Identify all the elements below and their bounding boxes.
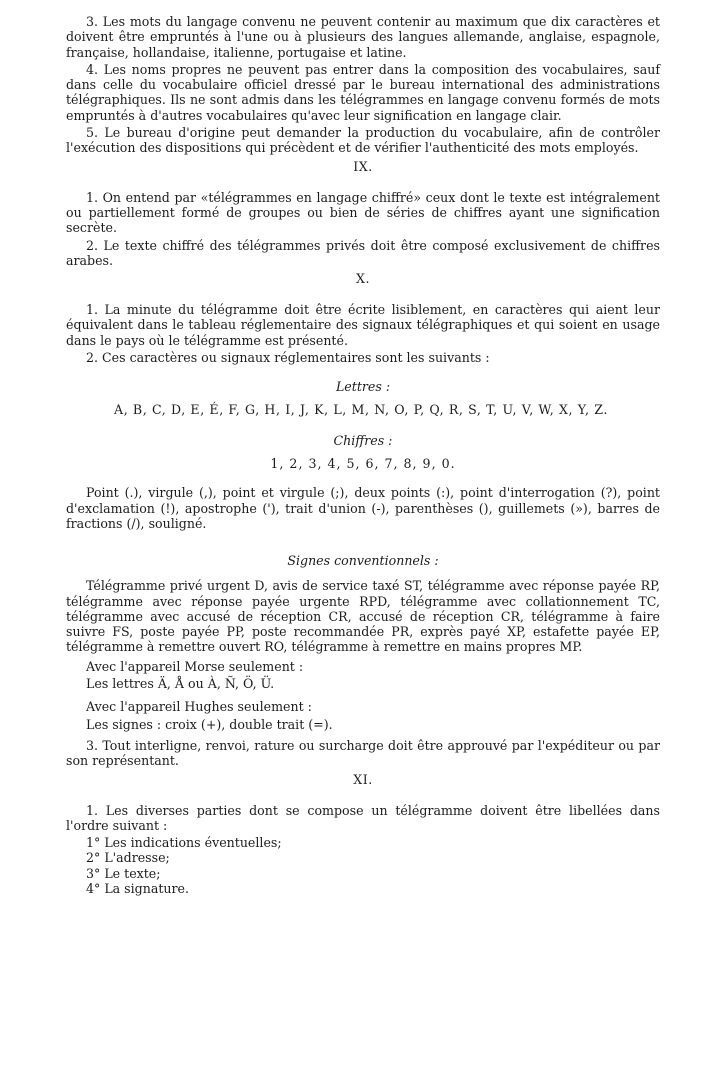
art8-paragraph-3: 3. Les mots du langage convenu ne peuvent contenir au maximum que dix caractères et doivent être empruntés à l'une ou à plusieurs des langues allemande, anglaise, espagnole, française, hollandaise, italienne, portugaise et latine. bbox=[66, 14, 660, 60]
punctuation-paragraph: Point (.), virgule (,), point et virgule (;), deux points (:), point d'interrogation (?), point d'exclamation (!), apostrophe ('), trait d'union (-), parenthèses (), guillemets (»), barres de fractions (/), souligné. bbox=[66, 485, 660, 531]
art10-paragraph-2: 2. Ces caractères ou signaux réglementaires sont les suivants : bbox=[86, 350, 490, 366]
article-10-heading: X. bbox=[356, 271, 370, 287]
art10-paragraph-1: 1. La minute du télégramme doit être écrite lisiblement, en caractères qui aient leur équivalent dans le tableau réglementaire des signaux télégraphiques et qui soient en usage dans le pays où le télégramme est présenté. bbox=[66, 302, 660, 348]
list-item: 2° L'adresse; bbox=[86, 850, 170, 866]
art9-paragraph-1: 1. On entend par «télégrammes en langage chiffré» ceux dont le texte est intégralement ou partiellement formé de groupes ou bien de séries de chiffres ayant une signification secrète. bbox=[66, 189, 660, 236]
digits-list: 1, 2, 3, 4, 5, 6, 7, 8, 9, 0. bbox=[270, 456, 456, 472]
list-item: 4° La signature. bbox=[86, 880, 190, 896]
hughes-title: Avec l'appareil Hughes seulement : bbox=[86, 699, 312, 715]
article-11-heading: XI. bbox=[353, 771, 373, 787]
morse-letters: Les lettres Ä, Å ou À, Ñ, Ö, Ü. bbox=[86, 676, 275, 692]
art11-paragraph-1: 1. Les diverses parties dont se compose un télégramme doivent être libellées dans l'ordre suivant : bbox=[66, 802, 660, 833]
morse-title: Avec l'appareil Morse seulement : bbox=[86, 658, 304, 674]
digits-title: Chiffres : bbox=[333, 433, 393, 449]
art8-paragraph-5: 5. Le bureau d'origine peut demander la production du vocabulaire, afin de contrôler l'exécution des dispositions qui précèdent et de vérifier l'authenticité des mots employés. bbox=[66, 125, 660, 156]
signs-title: Signes conventionnels : bbox=[287, 553, 439, 569]
document-page bbox=[66, 14, 660, 896]
letters-list: A, B, C, D, E, É, F, G, H, I, J, K, L, M, N, O, P, Q, R, S, T, U, V, W, X, Y, Z. bbox=[114, 402, 608, 418]
list-item: 3° Le texte; bbox=[86, 865, 161, 881]
art10-paragraph-3: 3. Tout interligne, renvoi, rature ou surcharge doit être approuvé par l'expéditeur ou par son représentant. bbox=[66, 737, 660, 769]
list-item: 1° Les indications éventuelles; bbox=[86, 835, 282, 851]
art8-paragraph-4: 4. Les noms propres ne peuvent pas entrer dans la composition des vocabulaires, sauf dans celle du vocabulaire officiel dressé par le bureau international des administrations télégraphiques. Ils ne sont admis dans les télégrammes en langage convenu formés de mots empruntés à d'autres vocabulaires qu'avec leur signification en langage clair. bbox=[66, 61, 660, 123]
hughes-signs: Les signes : croix (+), double trait (=). bbox=[86, 716, 333, 732]
article-9-heading: IX. bbox=[353, 158, 373, 174]
letters-title: Lettres : bbox=[335, 379, 391, 395]
signs-paragraph: Télégramme privé urgent D, avis de service taxé ST, télégramme avec réponse payée RP, télégramme avec réponse payée urgente RPD, télégramme avec collationnement TC, télégramme avec accusé de réception CR, accusé de réception CR, télégramme à faire suivre FS, poste payée PP, poste recommandée PR, exprès payé XP, estafette payée EP, télégramme à remettre ouvert RO, télégramme à remettre en mains propres MP. bbox=[66, 578, 660, 655]
art9-paragraph-2: 2. Le texte chiffré des télégrammes privés doit être composé exclusivement de chiffres arabes. bbox=[66, 237, 660, 268]
